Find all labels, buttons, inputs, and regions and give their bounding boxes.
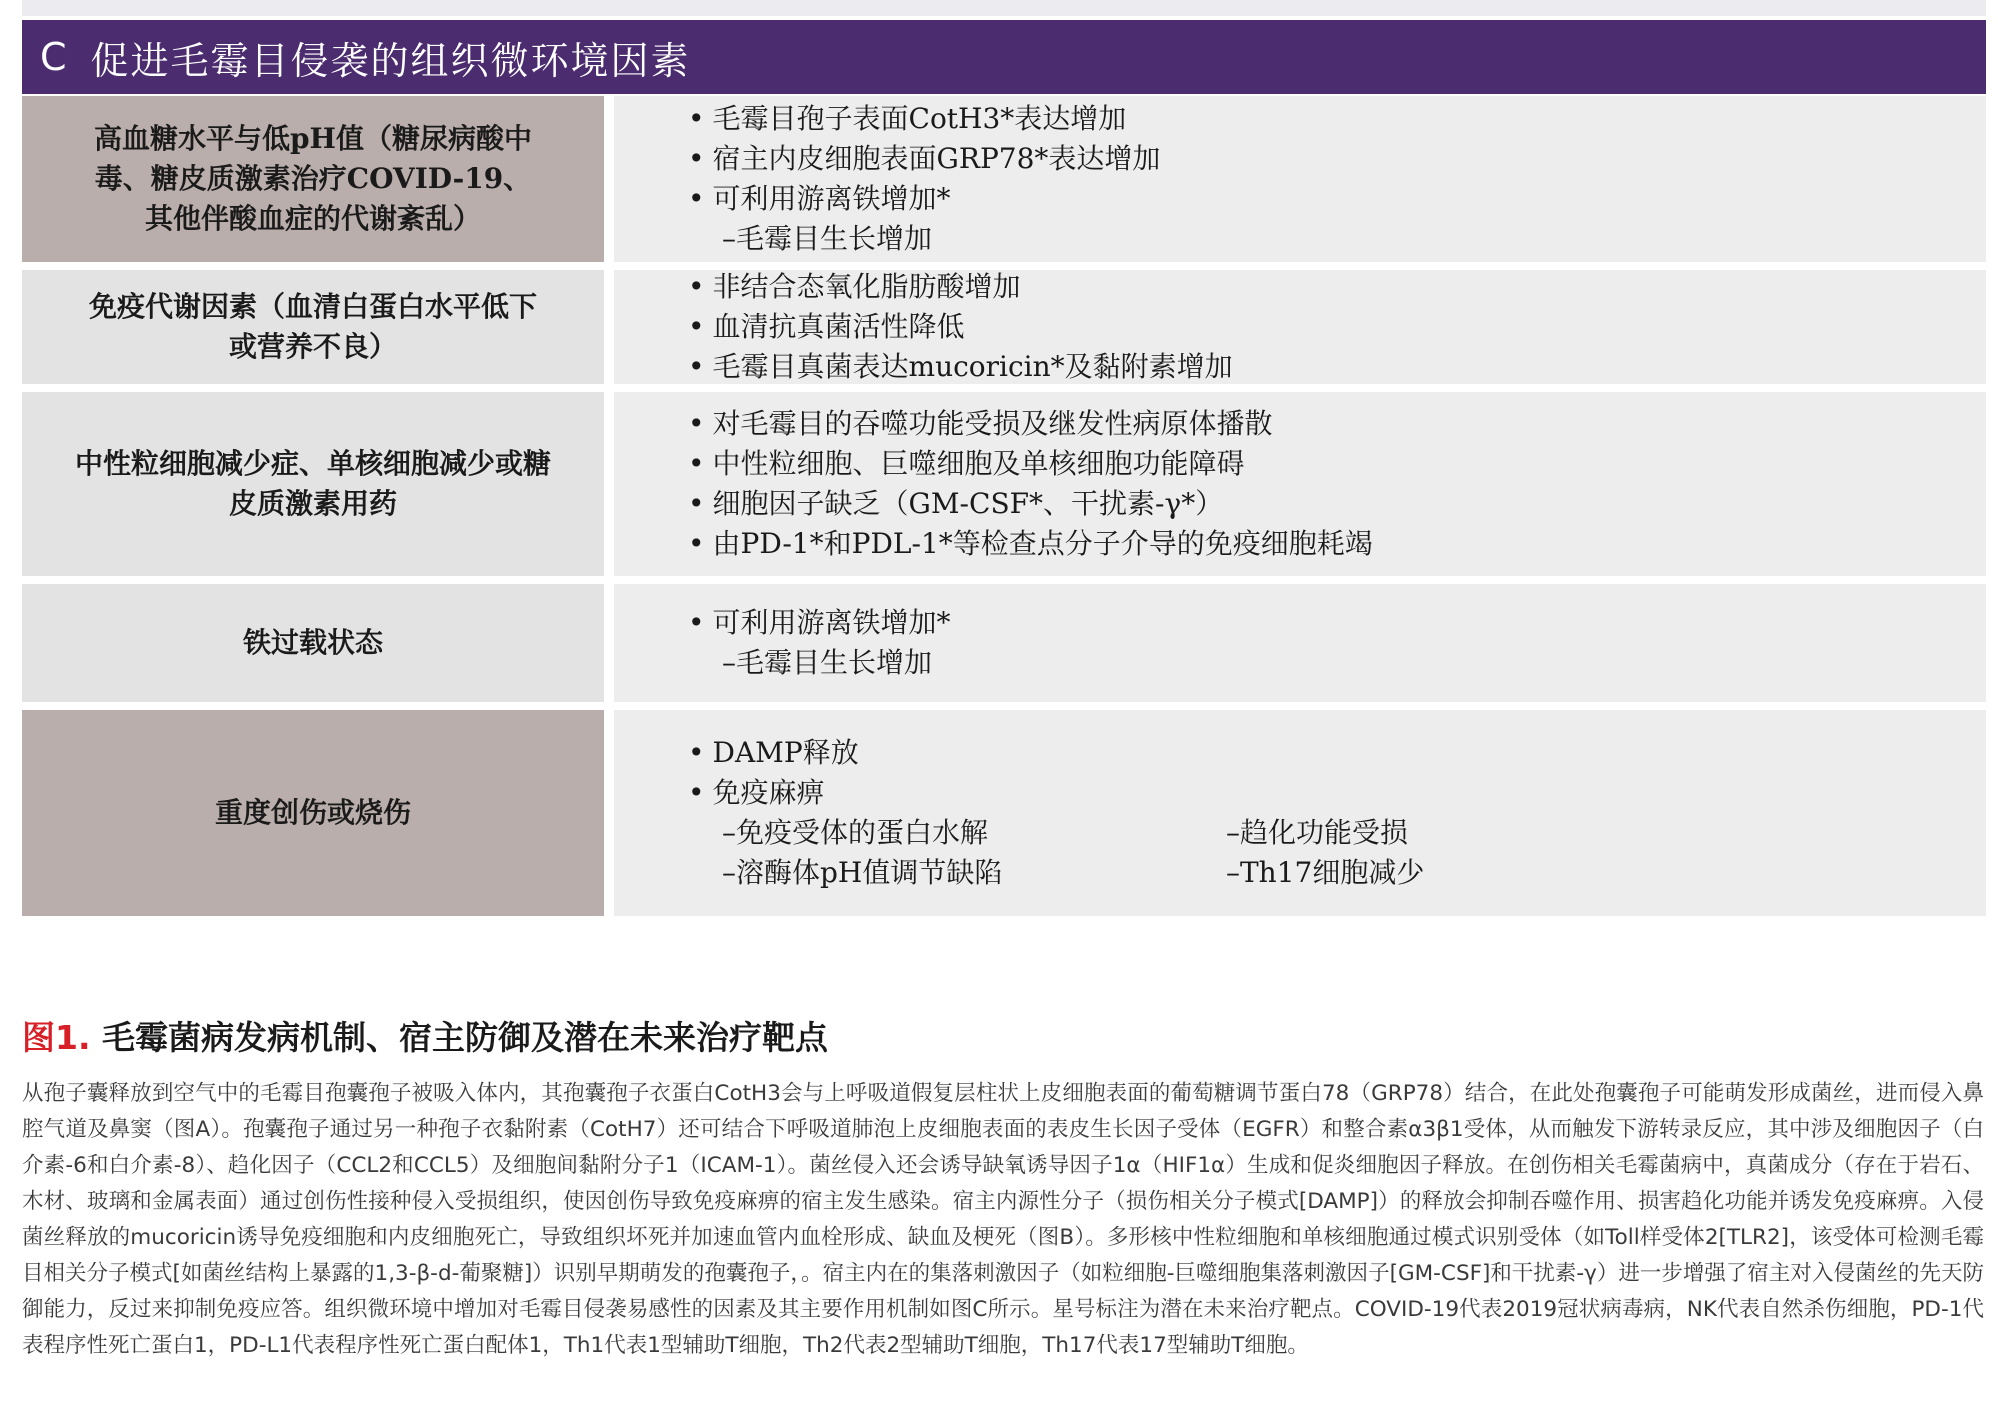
mechanism-item: • DAMP释放 xyxy=(688,733,1986,773)
mechanism-subitem: – 免疫受体的蛋白水解 xyxy=(688,813,1192,853)
mechanism-subgrid-row xyxy=(688,853,1986,893)
figure-caption-title xyxy=(22,1012,828,1059)
factor-table xyxy=(22,96,1986,924)
factor-row xyxy=(22,392,1986,576)
mechanism-subitem: – 溶酶体pH值调节缺陷 xyxy=(688,853,1192,893)
panel-letter: C xyxy=(40,35,69,79)
mechanism-item: • 毛霉目真菌表达mucoricin*及黏附素增加 xyxy=(688,347,1986,387)
mechanism-item: • 可利用游离铁增加* xyxy=(688,179,1986,219)
mechanism-list xyxy=(614,392,1986,576)
factor-label: 铁过载状态 xyxy=(22,584,604,702)
mechanism-item: • 宿主内皮细胞表面GRP78*表达增加 xyxy=(688,139,1986,179)
factor-label: 高血糖水平与低pH值（糖尿病酸中毒、糖皮质激素治疗COVID-19、其他伴酸血症的代谢紊乱） xyxy=(22,96,604,262)
factor-row xyxy=(22,710,1986,916)
top-strip xyxy=(22,0,1986,16)
mechanism-list xyxy=(614,96,1986,262)
mechanism-item: • 中性粒细胞、巨噬细胞及单核细胞功能障碍 xyxy=(688,444,1986,484)
mechanism-item: • 对毛霉目的吞噬功能受损及继发性病原体播散 xyxy=(688,404,1986,444)
mechanism-subitem: – 趋化功能受损 xyxy=(1192,813,1696,853)
mechanism-list xyxy=(614,710,1986,916)
factor-label: 免疫代谢因素（血清白蛋白水平低下或营养不良） xyxy=(22,270,604,384)
figure-title: 毛霉菌病发病机制、宿主防御及潜在未来治疗靶点 xyxy=(90,1018,828,1057)
figure-caption-body: 从孢子囊释放到空气中的毛霉目孢囊孢子被吸入体内，其孢囊孢子衣蛋白CotH3会与上呼吸道假复层柱状上皮细胞表面的葡萄糖调节蛋白78（GRP78）结合，在此处孢囊孢子可能萌发形成菌丝，进而侵入鼻腔气道及鼻窦（图A）。孢囊孢子通过另一种孢子衣黏附素（CotH7）还可结合下呼吸道肺泡上皮细胞表面的表皮生长因子受体（EGFR）和整合素α3β1受体，从而触发下游转录反应，其中涉及细胞因子（白介素-6和白介素-8）、趋化因子（CCL2和CCL5）及细胞间黏附分子1（ICAM-1）。菌丝侵入还会诱导缺氧诱导因子1α（HIF1α）生成和促炎细胞因子释放。在创伤相关毛霉菌病中，真菌成分（存在于岩石、木材、玻璃和金属表面）通过创伤性接种侵入受损组织，使因创伤导致免疫麻痹的宿主发生感染。宿主内源性分子（损伤相关分子模式[DAMP]）的释放会抑制吞噬作用、损害趋化功能并诱发免疫麻痹。入侵菌丝释放的mucoricin诱导免疫细胞和内皮细胞死亡，导致组织坏死并加速血管内血栓形成、缺血及梗死（图B）。多形核中性粒细胞和单核细胞通过模式识别受体（如Toll样受体2[TLR2]，该受体可检测毛霉目相关分子模式[如菌丝结构上暴露的1,3-β-d-葡聚糖]）识别早期萌发的孢囊孢子，。宿主内在的集落刺激因子（如粒细胞-巨噬细胞集落刺激因子[GM-CSF]和干扰素-γ）进一步增强了宿主对入侵菌丝的先天防御能力，反过来抑制免疫应答。组织微环境中增加对毛霉目侵袭易感性的因素及其主要作用机制如图C所示。星号标注为潜在未来治疗靶点。COVID-19代表2019冠状病毒病，NK代表自然杀伤细胞，PD-1代表程序性死亡蛋白1，PD-L1代表程序性死亡蛋白配体1，Th1代表1型辅助T细胞，Th2代表2型辅助T细胞，Th17代表17型辅助T细胞。 xyxy=(22,1081,1984,1358)
mechanism-list xyxy=(614,270,1986,384)
figure-label: 图1. xyxy=(22,1018,91,1057)
mechanism-item: • 由PD-1*和PDL-1*等检查点分子介导的免疫细胞耗竭 xyxy=(688,524,1986,564)
factor-row xyxy=(22,96,1986,262)
mechanism-item: • 血清抗真菌活性降低 xyxy=(688,307,1986,347)
mechanism-subgrid-row xyxy=(688,813,1986,853)
panel-title: 促进毛霉目侵袭的组织微环境因素 xyxy=(90,38,691,83)
factor-row xyxy=(22,584,1986,702)
mechanism-item: • 可利用游离铁增加* xyxy=(688,603,1986,643)
mechanism-subitem: – 毛霉目生长增加 xyxy=(688,643,1986,683)
mechanism-subitem: – Th17细胞减少 xyxy=(1192,853,1696,893)
factor-label: 重度创伤或烧伤 xyxy=(22,710,604,916)
panel-header xyxy=(22,20,1986,94)
mechanism-item: • 免疫麻痹 xyxy=(688,773,1986,813)
factor-label: 中性粒细胞减少症、单核细胞减少或糖皮质激素用药 xyxy=(22,392,604,576)
mechanism-list xyxy=(614,584,1986,702)
mechanism-item: • 非结合态氧化脂肪酸增加 xyxy=(688,267,1986,307)
mechanism-item: • 毛霉目孢子表面CotH3*表达增加 xyxy=(688,99,1986,139)
mechanism-item: • 细胞因子缺乏（GM-CSF*、干扰素-γ*） xyxy=(688,484,1986,524)
factor-row xyxy=(22,270,1986,384)
mechanism-subitem: – 毛霉目生长增加 xyxy=(688,219,1986,259)
